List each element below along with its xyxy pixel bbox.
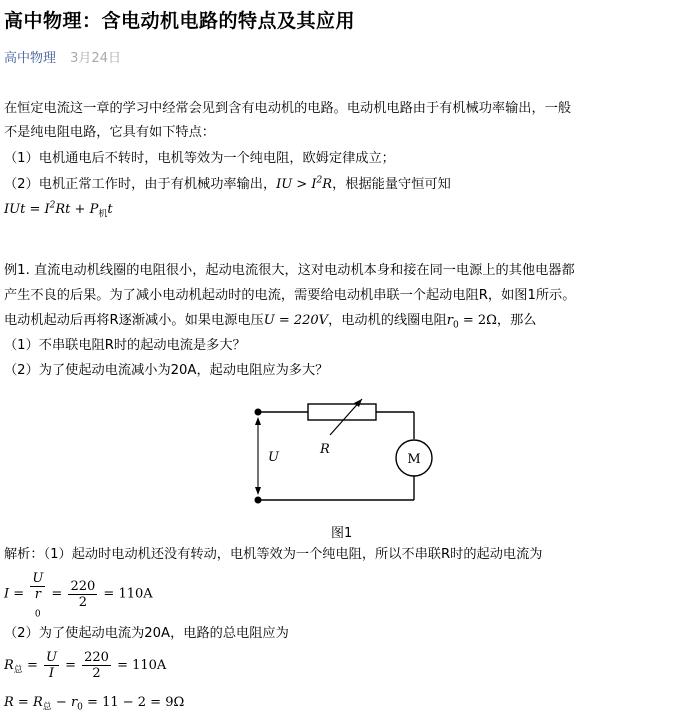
intro-line-2: 不是纯电阻电路，它具有如下特点： <box>4 125 215 140</box>
question-2: （2）为了使起动电流减小为20A，起动电阻应为多大？ <box>4 363 329 378</box>
eq-time: t <box>107 202 113 217</box>
coil-resistance <box>446 313 497 331</box>
eq1-frac-2 <box>68 579 97 610</box>
intro-item-2 <box>4 176 451 194</box>
eq1-num: U <box>32 571 44 586</box>
voltage-amount: = 220V <box>274 313 329 328</box>
eq2-den-2: 2 <box>92 666 101 681</box>
example-line-3 <box>4 312 536 330</box>
label-r: R <box>320 442 330 457</box>
intro-item-2-tail: ，根据能量守恒可知 <box>332 177 451 192</box>
eq-sign: = <box>25 202 45 217</box>
eq1-lhs: I <box>4 586 10 602</box>
resistor <box>308 404 376 420</box>
eq3-sign: = <box>13 695 33 710</box>
voltage-arrow-up <box>255 417 261 425</box>
eq1-den-2: 2 <box>78 594 87 610</box>
eq1-sign-2: = <box>47 586 67 602</box>
eq-power-sub: 机 <box>98 209 108 220</box>
eq1-frac-1 <box>30 571 45 620</box>
coil-amount: = 2Ω <box>458 313 497 328</box>
publish-date: 3月24日 <box>70 51 121 66</box>
eq2-num: U <box>45 650 57 665</box>
coil-symbol: r <box>446 313 453 328</box>
example-line-3-a: 电动机起动后再将R逐渐减小。如果电源电压 <box>4 313 264 328</box>
eq1-num-2: 220 <box>70 578 96 594</box>
eq2-num-2: 220 <box>84 650 109 665</box>
equation-3 <box>4 694 184 712</box>
power-inequality <box>276 177 332 192</box>
equation-2 <box>4 650 166 681</box>
account-link[interactable]: 高中物理 <box>4 51 57 66</box>
voltage-arrow-down <box>255 487 261 495</box>
ineq-exp: 2 <box>316 175 323 186</box>
solution-line-2: （2）为了使起动电流为20A，电路的总电阻应为 <box>4 626 289 641</box>
example-line-1: 例1. 直流电动机线圈的电阻很小，起动电流很大，这对电动机本身和接在同一电源上的其他电器都 <box>4 263 575 278</box>
eq-plus: + <box>70 202 90 217</box>
eq2-sign: = <box>22 658 42 673</box>
voltage-value <box>264 313 328 328</box>
eq-power: P <box>89 202 99 217</box>
solution-line-1: 解析：（1）起动时电动机还没有转动，电机等效为一个纯电阻，所以不串联R时的起动电流为 <box>4 547 543 562</box>
eq-term1-rest: Rt <box>55 202 71 217</box>
question-1: （1）不串联电阻R时的起动电流是多大？ <box>4 338 246 353</box>
eq-term1-exp: 2 <box>49 200 56 211</box>
energy-equation <box>4 201 113 219</box>
figure-caption: 图1 <box>331 526 353 541</box>
eq2-lhs-sub: 总 <box>13 665 23 676</box>
voltage-symbol: U <box>263 313 275 328</box>
ineq-op: > <box>292 177 312 192</box>
eq1-result: = 110A <box>99 586 153 602</box>
coil-sub: 0 <box>452 320 459 331</box>
equation-1 <box>4 571 153 620</box>
label-m: M <box>407 452 421 467</box>
eq3-result: = 11 − 2 = 9Ω <box>82 695 185 710</box>
eq3-total-sub: 总 <box>42 702 52 713</box>
eq1-sign: = <box>9 586 29 602</box>
eq1-den-sub: 0 <box>34 609 41 620</box>
eq3-r-sub: 0 <box>77 702 83 713</box>
example-line-3-b: ，电动机的线圈电阻 <box>328 313 447 328</box>
eq2-frac-2 <box>82 650 111 681</box>
eq2-den: I <box>48 666 55 681</box>
label-u: U <box>268 450 279 465</box>
ineq-rhs: I <box>311 177 317 192</box>
article-meta <box>4 47 121 66</box>
ineq-lhs: IU <box>276 177 293 192</box>
eq2-sign-2: = <box>60 658 81 673</box>
eq2-lhs: R <box>4 658 14 673</box>
intro-line-1: 在恒定电流这一章的学习中经常会见到含有电动机的电路。电动机电路由于有机械功率输出，一般 <box>4 101 572 116</box>
eq-lhs: IUt <box>4 202 26 217</box>
eq3-minus: − <box>51 695 71 710</box>
example-line-3-c: ，那么 <box>496 313 537 328</box>
eq3-total: R <box>32 695 43 710</box>
intro-item-2-text: （2）电机正常工作时，由于有机械功率输出， <box>4 177 277 192</box>
example-line-2: 产生不良的后果。为了减小电动机起动时的电流，需要给电动机串联一个起动电阻R，如图1所示。 <box>4 288 576 303</box>
eq1-den: r <box>34 587 41 602</box>
article-title: 高中物理：含电动机电路的特点及其应用 <box>4 10 356 32</box>
eq3-r: r <box>70 695 78 710</box>
ineq-r: R <box>322 177 333 192</box>
eq2-frac-1 <box>44 650 59 681</box>
eq3-lhs: R <box>4 695 14 710</box>
eq-term1: I <box>44 202 50 217</box>
intro-item-1: （1）电机通电后不转时，电机等效为一个纯电阻，欧姆定律成立； <box>4 151 395 166</box>
circuit-diagram <box>240 395 440 514</box>
eq2-result: = 110A <box>112 658 167 673</box>
